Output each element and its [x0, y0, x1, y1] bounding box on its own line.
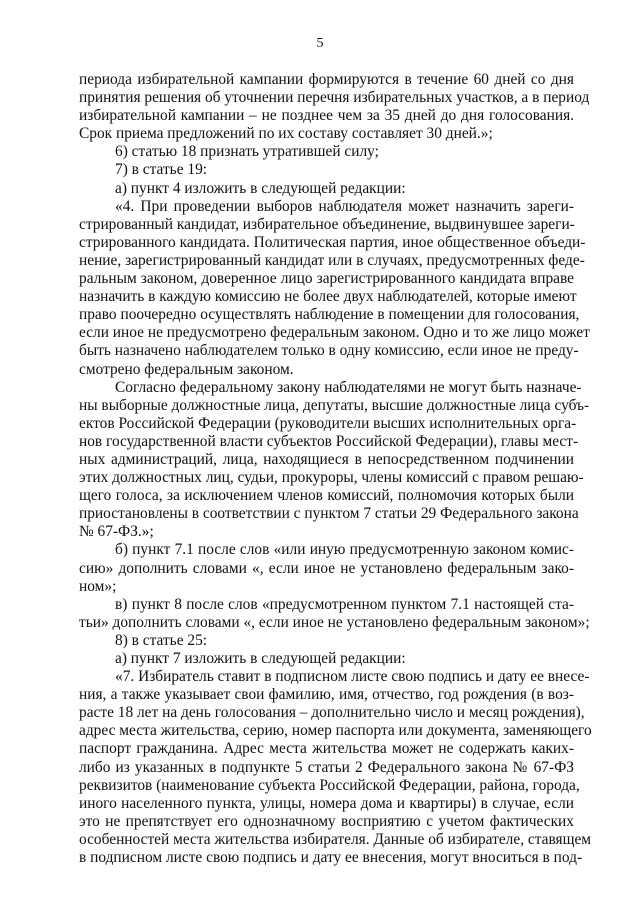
text-line: № 67-ФЗ.»;	[79, 523, 154, 541]
text-line: ектов Российской Федерации (руководители высших исполнительных орга-	[79, 414, 577, 432]
text-line: паспорт гражданина. Адрес места жительства может не содержать каких-	[79, 740, 574, 758]
text-line: «4. При проведении выборов наблюдателя может назначить зареги-	[115, 197, 574, 215]
text-line: периода избирательной кампании формируются в течение 60 дней со дня	[79, 71, 574, 88]
text-line: избирательной кампании – не позднее чем за 35 дней до дня голосования.	[79, 107, 574, 125]
text-line: адрес места жительства, серию, номер паспорта или документа, заменяющего	[79, 722, 592, 740]
page-number: 5	[316, 36, 324, 51]
text-line: нение, зарегистрированный кандидат или в случаях, предусмотренных феде-	[79, 251, 585, 269]
text-line: либо из указанных в подпункте 5 статьи 2 Федерального закона № 67-ФЗ	[79, 758, 574, 776]
text-line: «7. Избиратель ставит в подписном листе свою подпись и дату ее внесе-	[115, 668, 590, 686]
text-line: в подписном листе свою подпись и дату ее внесения, могут вноситься в под-	[79, 849, 583, 867]
text-line: ны выборные должностные лица, депутаты, высшие должностные лица субъ-	[79, 396, 590, 414]
text-line: щего голоса, за исключением членов комиссий, полномочия которых были	[79, 487, 574, 505]
text-line: смотрено федеральным законом.	[79, 360, 294, 378]
text-line: 8) в статье 25:	[115, 631, 208, 649]
text-line: б) пункт 7.1 после слов «или иную предусмотренную законом комис-	[115, 541, 574, 559]
text-line: 7) в статье 19:	[115, 161, 208, 179]
text-line: реквизитов (наименование субъекта Российской Федерации, района, города,	[79, 776, 580, 794]
text-line: этих должностных лиц, судьи, прокуроры, члены комиссий с правом решаю-	[79, 469, 584, 487]
text-line: ных администраций, лица, находящиеся в непосредственном подчинении	[79, 450, 574, 468]
text-line: быть назначено наблюдателем только в одну комиссию, если иное не преду-	[79, 342, 579, 360]
text-line: иного населенного пункта, улицы, номера дома и квартиры) в случае, если	[79, 794, 574, 812]
text-line: если иное не предусмотрено федеральным законом. Одно и то же лицо может	[79, 324, 590, 342]
text-line: ния, а также указывает свои фамилию, имя, отчество, год рождения (в воз-	[79, 686, 574, 704]
text-line: нов государственной власти субъектов Российской Федерации), главы мест-	[79, 432, 579, 450]
document-body	[79, 71, 592, 867]
text-line: тьи» дополнить словами «, если иное не установлено федеральным законом»;	[79, 613, 590, 631]
text-line: стрированный кандидат, избирательное объединение, выдвинувшее зареги-	[79, 215, 575, 233]
text-line: стрированного кандидата. Политическая партия, иное общественное объеди-	[79, 233, 586, 251]
text-line: Срок приема предложений по их составу составляет 30 дней.»;	[79, 125, 493, 143]
text-line: назначить в каждую комиссию не более двух наблюдателей, которые имеют	[79, 288, 577, 306]
text-line: а) пункт 7 изложить в следующей редакции:	[115, 650, 406, 667]
text-line: это не препятствует его однозначному восприятию с учетом фактических	[79, 812, 574, 830]
text-line: ральным законом, доверенное лицо зарегистрированного кандидата вправе	[79, 270, 574, 288]
text-line: а) пункт 4 изложить в следующей редакции:	[115, 179, 406, 197]
text-line: 6) статью 18 признать утратившей силу;	[115, 143, 379, 161]
text-line: сию» дополнить словами «, если иное не установлено федеральным зако-	[79, 559, 574, 577]
text-line: право поочередно осуществлять наблюдение в помещении для голосования,	[79, 306, 580, 324]
text-line: расте 18 лет на день голосования – дополнительно число и месяц рождения),	[79, 704, 585, 722]
text-line: приостановлены в соответствии с пунктом 7 статьи 29 Федерального закона	[79, 505, 579, 523]
text-line: ном»;	[79, 577, 117, 595]
text-line: особенностей места жительства избирателя. Данные об избирателе, ставящем	[79, 830, 592, 848]
text-line: Согласно федеральному закону наблюдателями не могут быть назначе-	[115, 378, 582, 396]
text-line: принятия решения об уточнении перечня избирательных участков, а в период	[79, 89, 590, 107]
text-line: в) пункт 8 после слов «предусмотренном пунктом 7.1 настоящей ста-	[115, 595, 574, 613]
